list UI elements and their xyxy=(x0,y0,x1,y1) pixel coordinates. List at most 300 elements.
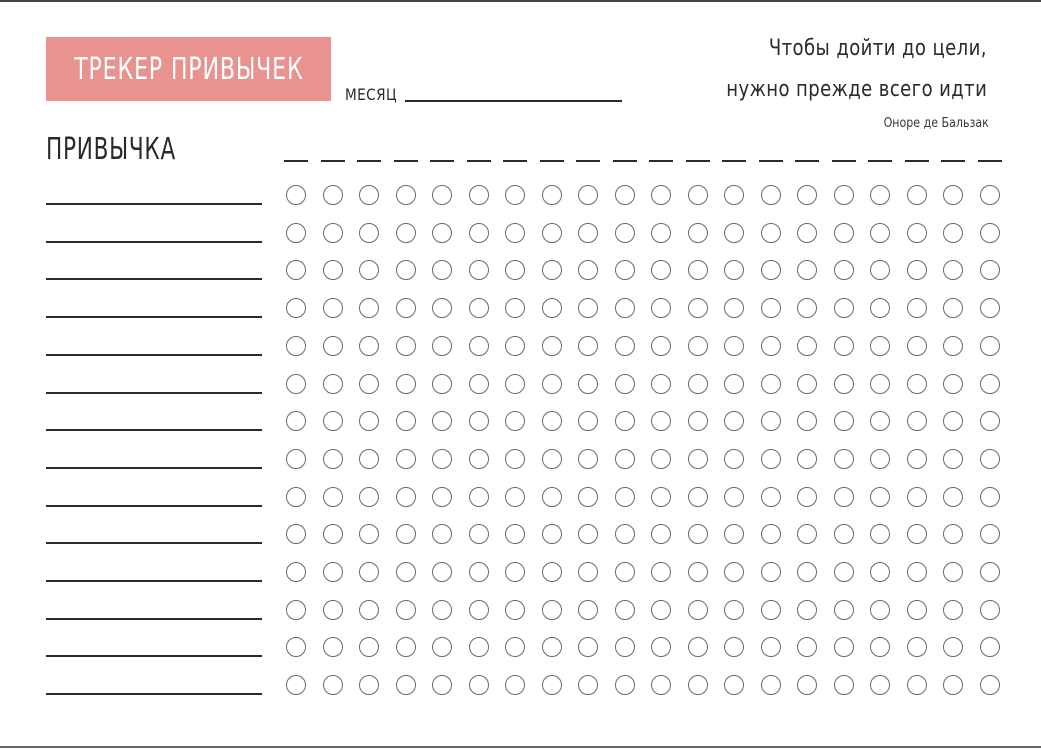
day-check-circle[interactable] xyxy=(834,411,854,431)
day-check-circle[interactable] xyxy=(469,562,489,582)
day-check-circle[interactable] xyxy=(688,449,708,469)
day-check-circle[interactable] xyxy=(761,185,781,205)
day-check-circle[interactable] xyxy=(907,298,927,318)
day-check-circle[interactable] xyxy=(286,487,306,507)
day-check-circle[interactable] xyxy=(943,487,963,507)
day-check-circle[interactable] xyxy=(578,411,598,431)
day-check-circle[interactable] xyxy=(323,411,343,431)
day-check-circle[interactable] xyxy=(542,411,562,431)
day-check-circle[interactable] xyxy=(469,600,489,620)
day-check-circle[interactable] xyxy=(761,223,781,243)
day-check-circle[interactable] xyxy=(286,562,306,582)
day-check-circle[interactable] xyxy=(980,637,1000,657)
day-check-circle[interactable] xyxy=(688,223,708,243)
day-check-circle[interactable] xyxy=(469,487,489,507)
day-check-circle[interactable] xyxy=(542,449,562,469)
day-check-circle[interactable] xyxy=(323,449,343,469)
day-check-circle[interactable] xyxy=(651,374,671,394)
day-check-circle[interactable] xyxy=(432,637,452,657)
day-check-circle[interactable] xyxy=(359,637,379,657)
day-check-circle[interactable] xyxy=(469,260,489,280)
day-check-circle[interactable] xyxy=(870,562,890,582)
habit-name-line[interactable] xyxy=(46,618,262,620)
day-check-circle[interactable] xyxy=(469,411,489,431)
day-check-circle[interactable] xyxy=(615,374,635,394)
day-check-circle[interactable] xyxy=(870,524,890,544)
day-check-circle[interactable] xyxy=(761,675,781,695)
day-check-circle[interactable] xyxy=(359,524,379,544)
day-check-circle[interactable] xyxy=(505,524,525,544)
day-check-circle[interactable] xyxy=(724,185,744,205)
day-check-circle[interactable] xyxy=(724,374,744,394)
day-check-circle[interactable] xyxy=(578,185,598,205)
day-check-circle[interactable] xyxy=(943,675,963,695)
day-check-circle[interactable] xyxy=(688,637,708,657)
day-check-circle[interactable] xyxy=(943,562,963,582)
day-check-circle[interactable] xyxy=(505,562,525,582)
day-check-circle[interactable] xyxy=(505,260,525,280)
day-check-circle[interactable] xyxy=(323,298,343,318)
date-slot[interactable] xyxy=(503,160,527,162)
day-check-circle[interactable] xyxy=(870,374,890,394)
day-check-circle[interactable] xyxy=(615,298,635,318)
day-check-circle[interactable] xyxy=(359,487,379,507)
day-check-circle[interactable] xyxy=(396,374,416,394)
day-check-circle[interactable] xyxy=(651,600,671,620)
day-check-circle[interactable] xyxy=(505,223,525,243)
day-check-circle[interactable] xyxy=(724,562,744,582)
day-check-circle[interactable] xyxy=(396,223,416,243)
day-check-circle[interactable] xyxy=(505,185,525,205)
day-check-circle[interactable] xyxy=(615,637,635,657)
day-check-circle[interactable] xyxy=(907,600,927,620)
day-check-circle[interactable] xyxy=(432,487,452,507)
date-slot[interactable] xyxy=(430,160,454,162)
day-check-circle[interactable] xyxy=(834,487,854,507)
day-check-circle[interactable] xyxy=(761,298,781,318)
day-check-circle[interactable] xyxy=(834,223,854,243)
day-check-circle[interactable] xyxy=(797,260,817,280)
day-check-circle[interactable] xyxy=(688,185,708,205)
day-check-circle[interactable] xyxy=(505,487,525,507)
day-check-circle[interactable] xyxy=(615,675,635,695)
day-check-circle[interactable] xyxy=(943,374,963,394)
day-check-circle[interactable] xyxy=(797,487,817,507)
day-check-circle[interactable] xyxy=(980,487,1000,507)
day-check-circle[interactable] xyxy=(943,298,963,318)
day-check-circle[interactable] xyxy=(396,675,416,695)
day-check-circle[interactable] xyxy=(469,336,489,356)
day-check-circle[interactable] xyxy=(286,260,306,280)
day-check-circle[interactable] xyxy=(870,298,890,318)
day-check-circle[interactable] xyxy=(578,298,598,318)
day-check-circle[interactable] xyxy=(980,411,1000,431)
day-check-circle[interactable] xyxy=(980,562,1000,582)
day-check-circle[interactable] xyxy=(286,298,306,318)
date-slot[interactable] xyxy=(321,160,345,162)
day-check-circle[interactable] xyxy=(797,524,817,544)
day-check-circle[interactable] xyxy=(651,562,671,582)
day-check-circle[interactable] xyxy=(396,637,416,657)
day-check-circle[interactable] xyxy=(469,298,489,318)
day-check-circle[interactable] xyxy=(615,600,635,620)
day-check-circle[interactable] xyxy=(688,298,708,318)
day-check-circle[interactable] xyxy=(396,600,416,620)
day-check-circle[interactable] xyxy=(724,449,744,469)
day-check-circle[interactable] xyxy=(396,336,416,356)
day-check-circle[interactable] xyxy=(651,411,671,431)
day-check-circle[interactable] xyxy=(432,374,452,394)
day-check-circle[interactable] xyxy=(359,223,379,243)
day-check-circle[interactable] xyxy=(505,411,525,431)
day-check-circle[interactable] xyxy=(505,374,525,394)
day-check-circle[interactable] xyxy=(505,449,525,469)
day-check-circle[interactable] xyxy=(615,223,635,243)
day-check-circle[interactable] xyxy=(323,562,343,582)
day-check-circle[interactable] xyxy=(432,185,452,205)
date-slot[interactable] xyxy=(941,160,965,162)
day-check-circle[interactable] xyxy=(907,487,927,507)
day-check-circle[interactable] xyxy=(761,374,781,394)
day-check-circle[interactable] xyxy=(396,411,416,431)
day-check-circle[interactable] xyxy=(761,600,781,620)
day-check-circle[interactable] xyxy=(761,524,781,544)
day-check-circle[interactable] xyxy=(323,336,343,356)
day-check-circle[interactable] xyxy=(834,185,854,205)
day-check-circle[interactable] xyxy=(907,336,927,356)
day-check-circle[interactable] xyxy=(651,336,671,356)
day-check-circle[interactable] xyxy=(834,374,854,394)
day-check-circle[interactable] xyxy=(651,524,671,544)
day-check-circle[interactable] xyxy=(396,562,416,582)
day-check-circle[interactable] xyxy=(469,637,489,657)
day-check-circle[interactable] xyxy=(651,298,671,318)
day-check-circle[interactable] xyxy=(542,487,562,507)
day-check-circle[interactable] xyxy=(724,411,744,431)
day-check-circle[interactable] xyxy=(432,600,452,620)
day-check-circle[interactable] xyxy=(943,524,963,544)
day-check-circle[interactable] xyxy=(578,223,598,243)
habit-name-line[interactable] xyxy=(46,278,262,280)
habit-name-line[interactable] xyxy=(46,505,262,507)
day-check-circle[interactable] xyxy=(542,562,562,582)
day-check-circle[interactable] xyxy=(505,675,525,695)
day-check-circle[interactable] xyxy=(578,675,598,695)
day-check-circle[interactable] xyxy=(542,223,562,243)
habit-name-line[interactable] xyxy=(46,429,262,431)
day-check-circle[interactable] xyxy=(688,336,708,356)
day-check-circle[interactable] xyxy=(980,223,1000,243)
day-check-circle[interactable] xyxy=(542,298,562,318)
day-check-circle[interactable] xyxy=(432,223,452,243)
day-check-circle[interactable] xyxy=(469,185,489,205)
day-check-circle[interactable] xyxy=(578,374,598,394)
day-check-circle[interactable] xyxy=(615,449,635,469)
day-check-circle[interactable] xyxy=(834,675,854,695)
habit-name-line[interactable] xyxy=(46,203,262,205)
day-check-circle[interactable] xyxy=(688,562,708,582)
day-check-circle[interactable] xyxy=(761,562,781,582)
day-check-circle[interactable] xyxy=(469,675,489,695)
day-check-circle[interactable] xyxy=(286,374,306,394)
day-check-circle[interactable] xyxy=(469,449,489,469)
day-check-circle[interactable] xyxy=(907,524,927,544)
day-check-circle[interactable] xyxy=(943,411,963,431)
day-check-circle[interactable] xyxy=(359,260,379,280)
day-check-circle[interactable] xyxy=(907,675,927,695)
day-check-circle[interactable] xyxy=(359,600,379,620)
day-check-circle[interactable] xyxy=(980,374,1000,394)
day-check-circle[interactable] xyxy=(542,336,562,356)
habit-name-line[interactable] xyxy=(46,241,262,243)
date-slot[interactable] xyxy=(686,160,710,162)
day-check-circle[interactable] xyxy=(615,411,635,431)
day-check-circle[interactable] xyxy=(432,675,452,695)
day-check-circle[interactable] xyxy=(907,562,927,582)
day-check-circle[interactable] xyxy=(797,374,817,394)
date-slot[interactable] xyxy=(722,160,746,162)
day-check-circle[interactable] xyxy=(870,675,890,695)
habit-name-line[interactable] xyxy=(46,467,262,469)
day-check-circle[interactable] xyxy=(907,223,927,243)
day-check-circle[interactable] xyxy=(542,374,562,394)
day-check-circle[interactable] xyxy=(688,600,708,620)
day-check-circle[interactable] xyxy=(505,336,525,356)
day-check-circle[interactable] xyxy=(505,637,525,657)
day-check-circle[interactable] xyxy=(870,449,890,469)
day-check-circle[interactable] xyxy=(980,449,1000,469)
day-check-circle[interactable] xyxy=(542,675,562,695)
day-check-circle[interactable] xyxy=(542,637,562,657)
day-check-circle[interactable] xyxy=(797,449,817,469)
month-input-line[interactable] xyxy=(405,100,622,102)
day-check-circle[interactable] xyxy=(797,223,817,243)
day-check-circle[interactable] xyxy=(797,675,817,695)
day-check-circle[interactable] xyxy=(359,374,379,394)
day-check-circle[interactable] xyxy=(359,298,379,318)
date-slot[interactable] xyxy=(795,160,819,162)
day-check-circle[interactable] xyxy=(724,223,744,243)
habit-name-line[interactable] xyxy=(46,655,262,657)
day-check-circle[interactable] xyxy=(359,336,379,356)
day-check-circle[interactable] xyxy=(323,260,343,280)
day-check-circle[interactable] xyxy=(761,637,781,657)
date-slot[interactable] xyxy=(905,160,929,162)
day-check-circle[interactable] xyxy=(724,336,744,356)
day-check-circle[interactable] xyxy=(724,260,744,280)
day-check-circle[interactable] xyxy=(615,524,635,544)
date-slot[interactable] xyxy=(357,160,381,162)
day-check-circle[interactable] xyxy=(724,298,744,318)
day-check-circle[interactable] xyxy=(359,675,379,695)
day-check-circle[interactable] xyxy=(797,298,817,318)
day-check-circle[interactable] xyxy=(432,524,452,544)
day-check-circle[interactable] xyxy=(615,562,635,582)
day-check-circle[interactable] xyxy=(797,600,817,620)
date-slot[interactable] xyxy=(576,160,600,162)
day-check-circle[interactable] xyxy=(615,260,635,280)
date-slot[interactable] xyxy=(832,160,856,162)
day-check-circle[interactable] xyxy=(870,223,890,243)
day-check-circle[interactable] xyxy=(688,524,708,544)
habit-name-line[interactable] xyxy=(46,580,262,582)
day-check-circle[interactable] xyxy=(578,524,598,544)
day-check-circle[interactable] xyxy=(980,524,1000,544)
date-slot[interactable] xyxy=(649,160,673,162)
date-slot[interactable] xyxy=(759,160,783,162)
day-check-circle[interactable] xyxy=(615,185,635,205)
day-check-circle[interactable] xyxy=(943,600,963,620)
day-check-circle[interactable] xyxy=(907,260,927,280)
day-check-circle[interactable] xyxy=(432,562,452,582)
day-check-circle[interactable] xyxy=(907,637,927,657)
day-check-circle[interactable] xyxy=(359,562,379,582)
day-check-circle[interactable] xyxy=(432,449,452,469)
day-check-circle[interactable] xyxy=(870,185,890,205)
day-check-circle[interactable] xyxy=(396,298,416,318)
day-check-circle[interactable] xyxy=(980,600,1000,620)
day-check-circle[interactable] xyxy=(870,336,890,356)
day-check-circle[interactable] xyxy=(323,223,343,243)
day-check-circle[interactable] xyxy=(651,449,671,469)
day-check-circle[interactable] xyxy=(578,260,598,280)
day-check-circle[interactable] xyxy=(396,449,416,469)
day-check-circle[interactable] xyxy=(578,487,598,507)
day-check-circle[interactable] xyxy=(870,260,890,280)
day-check-circle[interactable] xyxy=(761,487,781,507)
day-check-circle[interactable] xyxy=(943,260,963,280)
day-check-circle[interactable] xyxy=(651,637,671,657)
day-check-circle[interactable] xyxy=(797,185,817,205)
day-check-circle[interactable] xyxy=(323,675,343,695)
day-check-circle[interactable] xyxy=(943,449,963,469)
day-check-circle[interactable] xyxy=(396,487,416,507)
day-check-circle[interactable] xyxy=(870,600,890,620)
day-check-circle[interactable] xyxy=(286,411,306,431)
day-check-circle[interactable] xyxy=(834,600,854,620)
day-check-circle[interactable] xyxy=(323,600,343,620)
day-check-circle[interactable] xyxy=(323,637,343,657)
day-check-circle[interactable] xyxy=(396,260,416,280)
day-check-circle[interactable] xyxy=(724,487,744,507)
day-check-circle[interactable] xyxy=(286,675,306,695)
day-check-circle[interactable] xyxy=(943,336,963,356)
day-check-circle[interactable] xyxy=(542,260,562,280)
day-check-circle[interactable] xyxy=(651,675,671,695)
day-check-circle[interactable] xyxy=(651,223,671,243)
day-check-circle[interactable] xyxy=(542,185,562,205)
date-slot[interactable] xyxy=(284,160,308,162)
day-check-circle[interactable] xyxy=(870,637,890,657)
day-check-circle[interactable] xyxy=(286,600,306,620)
date-slot[interactable] xyxy=(540,160,564,162)
day-check-circle[interactable] xyxy=(797,562,817,582)
day-check-circle[interactable] xyxy=(834,260,854,280)
day-check-circle[interactable] xyxy=(542,524,562,544)
date-slot[interactable] xyxy=(978,160,1002,162)
day-check-circle[interactable] xyxy=(834,524,854,544)
day-check-circle[interactable] xyxy=(834,336,854,356)
day-check-circle[interactable] xyxy=(286,223,306,243)
day-check-circle[interactable] xyxy=(396,185,416,205)
day-check-circle[interactable] xyxy=(761,336,781,356)
habit-name-line[interactable] xyxy=(46,392,262,394)
day-check-circle[interactable] xyxy=(724,637,744,657)
day-check-circle[interactable] xyxy=(980,185,1000,205)
day-check-circle[interactable] xyxy=(286,524,306,544)
day-check-circle[interactable] xyxy=(834,637,854,657)
day-check-circle[interactable] xyxy=(797,336,817,356)
date-slot[interactable] xyxy=(868,160,892,162)
day-check-circle[interactable] xyxy=(286,185,306,205)
day-check-circle[interactable] xyxy=(505,298,525,318)
habit-name-line[interactable] xyxy=(46,354,262,356)
day-check-circle[interactable] xyxy=(834,562,854,582)
day-check-circle[interactable] xyxy=(761,449,781,469)
day-check-circle[interactable] xyxy=(469,524,489,544)
day-check-circle[interactable] xyxy=(688,411,708,431)
day-check-circle[interactable] xyxy=(396,524,416,544)
date-slot[interactable] xyxy=(394,160,418,162)
day-check-circle[interactable] xyxy=(469,374,489,394)
day-check-circle[interactable] xyxy=(907,185,927,205)
day-check-circle[interactable] xyxy=(724,675,744,695)
day-check-circle[interactable] xyxy=(323,185,343,205)
day-check-circle[interactable] xyxy=(907,411,927,431)
day-check-circle[interactable] xyxy=(761,260,781,280)
day-check-circle[interactable] xyxy=(943,185,963,205)
day-check-circle[interactable] xyxy=(651,260,671,280)
date-slot[interactable] xyxy=(613,160,637,162)
day-check-circle[interactable] xyxy=(907,374,927,394)
day-check-circle[interactable] xyxy=(359,411,379,431)
day-check-circle[interactable] xyxy=(323,524,343,544)
day-check-circle[interactable] xyxy=(688,675,708,695)
habit-name-line[interactable] xyxy=(46,316,262,318)
day-check-circle[interactable] xyxy=(907,449,927,469)
day-check-circle[interactable] xyxy=(542,600,562,620)
day-check-circle[interactable] xyxy=(323,374,343,394)
day-check-circle[interactable] xyxy=(688,260,708,280)
day-check-circle[interactable] xyxy=(688,374,708,394)
day-check-circle[interactable] xyxy=(834,298,854,318)
day-check-circle[interactable] xyxy=(578,449,598,469)
day-check-circle[interactable] xyxy=(870,411,890,431)
day-check-circle[interactable] xyxy=(980,336,1000,356)
day-check-circle[interactable] xyxy=(943,637,963,657)
habit-name-line[interactable] xyxy=(46,542,262,544)
day-check-circle[interactable] xyxy=(469,223,489,243)
day-check-circle[interactable] xyxy=(359,449,379,469)
day-check-circle[interactable] xyxy=(578,637,598,657)
day-check-circle[interactable] xyxy=(432,260,452,280)
day-check-circle[interactable] xyxy=(359,185,379,205)
day-check-circle[interactable] xyxy=(286,449,306,469)
day-check-circle[interactable] xyxy=(432,411,452,431)
day-check-circle[interactable] xyxy=(651,185,671,205)
day-check-circle[interactable] xyxy=(432,336,452,356)
day-check-circle[interactable] xyxy=(578,562,598,582)
day-check-circle[interactable] xyxy=(578,600,598,620)
day-check-circle[interactable] xyxy=(688,487,708,507)
day-check-circle[interactable] xyxy=(797,411,817,431)
day-check-circle[interactable] xyxy=(323,487,343,507)
day-check-circle[interactable] xyxy=(797,637,817,657)
day-check-circle[interactable] xyxy=(943,223,963,243)
day-check-circle[interactable] xyxy=(761,411,781,431)
day-check-circle[interactable] xyxy=(724,524,744,544)
day-check-circle[interactable] xyxy=(505,600,525,620)
